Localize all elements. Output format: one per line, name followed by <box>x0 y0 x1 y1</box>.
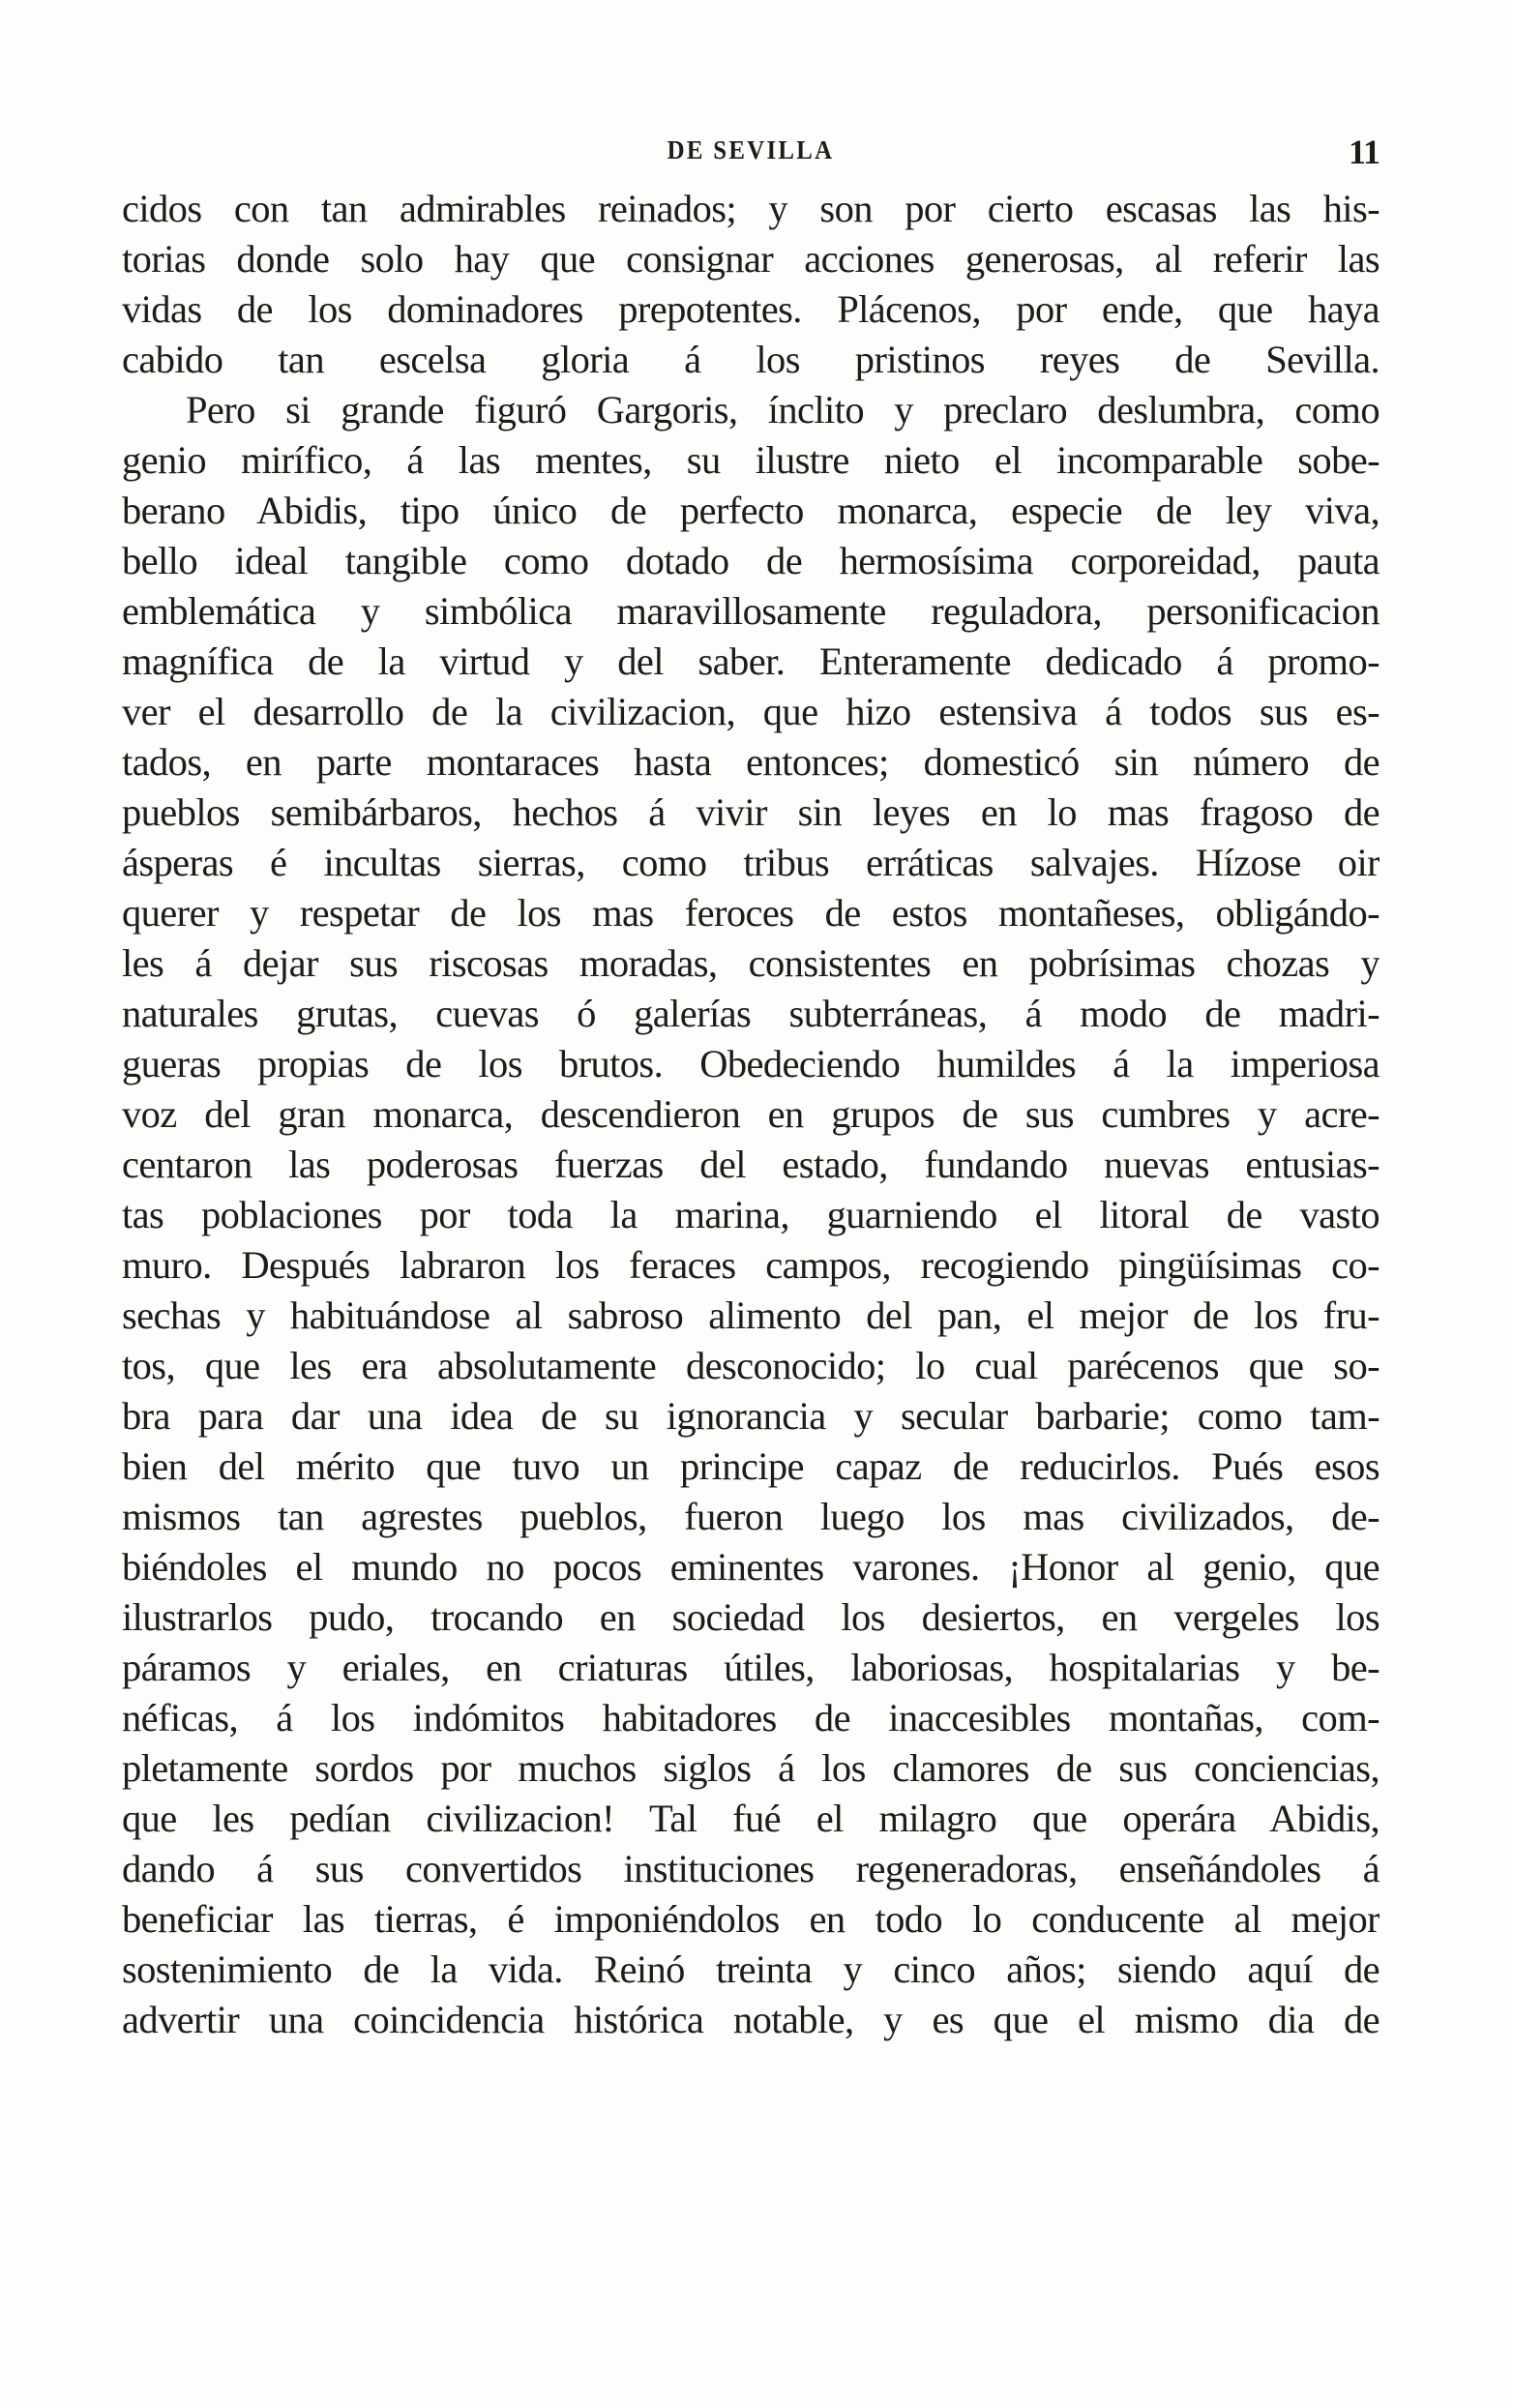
text-line: magnífica de la virtud y del saber. Enteramente dedicado á promo- <box>122 639 1380 683</box>
text-line: Pero si grande figuró Gargoris, ínclito y preclaro deslumbra, como <box>186 388 1380 431</box>
text-line: sechas y habituándose al sabroso alimento del pan, el mejor de los fru- <box>122 1293 1380 1337</box>
text-line: pueblos semibárbaros, hechos á vivir sin leyes en lo mas fragoso de <box>122 790 1380 834</box>
text-line: les á dejar sus riscosas moradas, consistentes en pobrísimas chozas y <box>122 941 1380 985</box>
text-line: ver el desarrollo de la civilizacion, que hizo estensiva á todos sus es- <box>122 690 1380 733</box>
text-line: néficas, á los indómitos habitadores de inaccesibles montañas, com- <box>122 1696 1380 1739</box>
text-line: torias donde solo hay que consignar acciones generosas, al referir las <box>122 237 1380 281</box>
text-line: bra para dar una idea de su ignorancia y secular barbarie; como tam- <box>122 1394 1380 1438</box>
text-line: páramos y eriales, en criaturas útiles, laboriosas, hospitalarias y be- <box>122 1646 1380 1689</box>
text-line: gueras propias de los brutos. Obedeciendo humildes á la imperiosa <box>122 1042 1380 1085</box>
text-line: naturales grutas, cuevas ó galerías subterráneas, á modo de madri- <box>122 992 1380 1035</box>
text-line: voz del gran monarca, descendieron en grupos de sus cumbres y acre- <box>122 1092 1380 1136</box>
text-line: mismos tan agrestes pueblos, fueron luego los mas civilizados, de- <box>122 1495 1380 1538</box>
text-line: cabido tan escelsa gloria á los pristinos reyes de Sevilla. <box>122 338 1380 381</box>
text-line: vidas de los dominadores prepotentes. Plácenos, por ende, que haya <box>122 287 1380 331</box>
text-line: bien del mérito que tuvo un principe capaz de reducirlos. Pués esos <box>122 1444 1380 1488</box>
text-line: genio mirífico, á las mentes, su ilustre nieto el incomparable sobe- <box>122 438 1380 482</box>
text-line: pletamente sordos por muchos siglos á los clamores de sus conciencias, <box>122 1746 1380 1790</box>
text-line: tos, que les era absolutamente desconocido; lo cual parécenos que so- <box>122 1344 1380 1387</box>
text-line: sostenimiento de la vida. Reinó treinta y cinco años; siendo aquí de <box>122 1947 1380 1991</box>
running-head: DE SEVILLA <box>667 135 835 164</box>
text-line: tados, en parte montaraces hasta entonces; domesticó sin número de <box>122 740 1380 784</box>
text-line: dando á sus convertidos instituciones regeneradoras, enseñándoles á <box>122 1847 1380 1890</box>
text-line: advertir una coincidencia histórica notable, y es que el mismo dia de <box>122 1998 1380 2041</box>
text-line: ilustrarlos pudo, trocando en sociedad los desiertos, en vergeles los <box>122 1595 1380 1639</box>
text-line: cidos con tan admirables reinados; y son por cierto escasas las his- <box>122 187 1380 230</box>
book-page <box>122 135 1380 2045</box>
text-line: biéndoles el mundo no pocos eminentes varones. ¡Honor al genio, que <box>122 1545 1380 1589</box>
page-header <box>122 135 1380 182</box>
text-line: tas poblaciones por toda la marina, guarniendo el litoral de vasto <box>122 1193 1380 1236</box>
text-line: que les pedían civilizacion! Tal fué el milagro que operára Abidis, <box>122 1797 1380 1840</box>
text-line: bello ideal tangible como dotado de hermosísima corporeidad, pauta <box>122 539 1380 582</box>
text-line: querer y respetar de los mas feroces de estos montañeses, obligándo- <box>122 891 1380 935</box>
text-line: muro. Después labraron los feraces campos, recogiendo pingüísimas co- <box>122 1243 1380 1287</box>
text-line: beneficiar las tierras, é imponiéndolos en todo lo conducente al mejor <box>122 1897 1380 1941</box>
page-number: 11 <box>1348 133 1380 171</box>
body-text <box>122 184 1380 2045</box>
text-line: centaron las poderosas fuerzas del estado, fundando nuevas entusias- <box>122 1143 1380 1186</box>
text-line: emblemática y simbólica maravillosamente reguladora, personificacion <box>122 589 1380 633</box>
text-line: ásperas é incultas sierras, como tribus erráticas salvajes. Hízose oir <box>122 841 1380 884</box>
text-line: berano Abidis, tipo único de perfecto monarca, especie de ley viva, <box>122 489 1380 532</box>
